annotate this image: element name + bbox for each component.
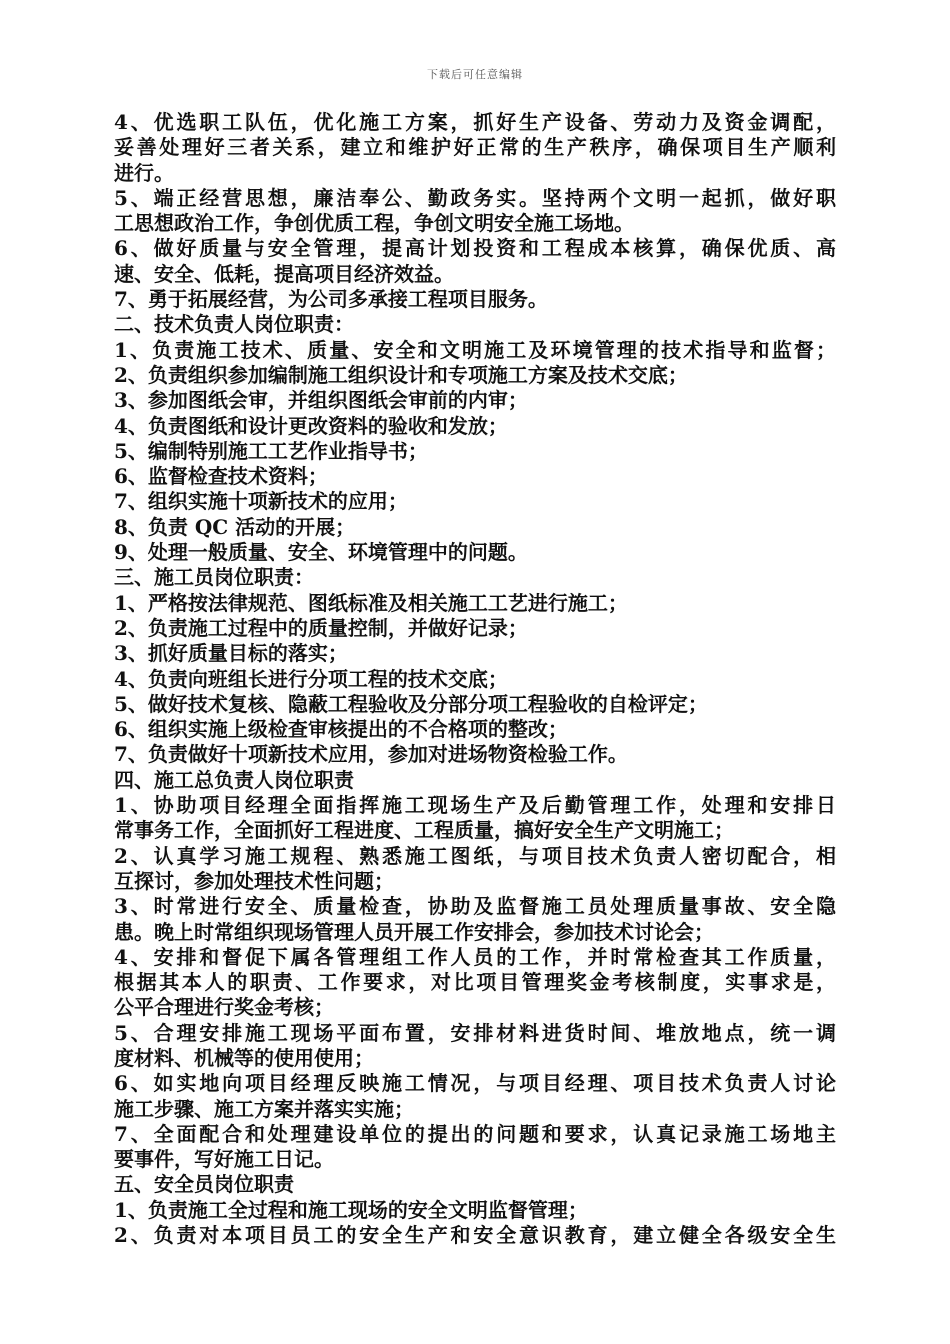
text-line: 二、技术负责人岗位职责： [114,312,354,337]
text-line: 五、安全员岗位职责 [114,1172,294,1197]
text-line: 5、做好技术复核、隐蔽工程验收及分部分项工程验收的自检评定； [114,691,708,716]
text-line: 9、处理一般质量、安全、环境管理中的问题。 [114,540,528,565]
text-line: 1、负责施工技术、质量、安全和文明施工及环境管理的技术指导和监督； [114,337,836,362]
text-line: 6、如实地向项目经理反映施工情况，与项目经理、项目技术负责人讨论 [114,1071,836,1096]
text-line: 速、安全、低耗，提高项目经济效益。 [114,261,454,286]
text-line: 6、组织实施上级检查审核提出的不合格项的整改； [114,717,568,742]
page-header: 下载后可任意编辑 [427,68,523,81]
text-line: 患。晚上时常组织现场管理人员开展工作安排会，参加技术讨论会； [114,919,714,944]
text-line: 3、参加图纸会审，并组织图纸会审前的内审； [114,388,528,413]
text-line: 妥善处理好三者关系，建立和维护好正常的生产秩序，确保项目生产顺利 [114,135,836,160]
text-line: 4、优选职工队伍，优化施工方案，抓好生产设备、劳动力及资金调配， [114,110,836,134]
text-line: 3、抓好质量目标的落实； [114,641,348,666]
document-body [114,110,836,1248]
text-line: 三、施工员岗位职责： [114,565,314,590]
text-line: 四、施工总负责人岗位职责 [114,767,354,792]
text-line: 根据其本人的职责、工作要求，对比项目管理奖金考核制度，实事求是， [114,970,836,995]
text-line: 4、负责向班组长进行分项工程的技术交底； [114,666,508,691]
text-line: 5、编制特别施工工艺作业指导书； [114,438,428,463]
text-line: 5、合理安排施工现场平面布置，安排材料进货时间、堆放地点，统一调 [114,1020,836,1045]
text-line: 2、负责施工过程中的质量控制，并做好记录； [114,615,528,640]
text-line: 8、负责 QC 活动的开展； [114,514,356,539]
text-line: 公平合理进行奖金考核； [114,995,334,1020]
text-line: 互探讨，参加处理技术性问题； [114,868,394,893]
text-line: 施工步骤、施工方案并落实实施； [114,1096,414,1121]
text-line: 4、负责图纸和设计更改资料的验收和发放； [114,413,508,438]
text-line: 3、时常进行安全、质量检查，协助及监督施工员处理质量事故、安全隐 [114,894,836,919]
text-line: 工思想政治工作，争创优质工程，争创文明安全施工场地。 [114,211,634,236]
text-line: 进行。 [114,160,174,185]
text-line: 2、负责组织参加编制施工组织设计和专项施工方案及技术交底； [114,362,688,387]
text-line: 7、组织实施十项新技术的应用； [114,489,408,514]
text-line: 7、勇于拓展经营，为公司多承接工程项目服务。 [114,287,548,312]
text-line: 4、安排和督促下属各管理组工作人员的工作，并时常检查其工作质量， [114,944,836,969]
text-line: 2、认真学习施工规程、熟悉施工图纸，与项目技术负责人密切配合，相 [114,843,836,868]
text-line: 1、严格按法律规范、图纸标准及相关施工工艺进行施工； [114,590,628,615]
text-line: 1、负责施工全过程和施工现场的安全文明监督管理； [114,1197,588,1222]
text-line: 7、全面配合和处理建设单位的提出的问题和要求，认真记录施工场地主 [114,1121,836,1146]
text-line: 6、做好质量与安全管理，提高计划投资和工程成本核算，确保优质、高 [114,236,836,261]
text-line: 1、协助项目经理全面指挥施工现场生产及后勤管理工作，处理和安排日 [114,793,836,818]
text-line: 常事务工作，全面抓好工程进度、工程质量，搞好安全生产文明施工； [114,818,734,843]
text-line: 5、端正经营思想，廉洁奉公、勤政务实。坚持两个文明一起抓，做好职 [114,185,836,210]
text-line: 2、负责对本项目员工的安全生产和安全意识教育，建立健全各级安全生 [114,1223,836,1248]
text-line: 6、监督检查技术资料； [114,464,328,489]
text-line: 度材料、机械等的使用使用； [114,1045,374,1070]
text-line: 7、负责做好十项新技术应用，参加对进场物资检验工作。 [114,742,628,767]
text-line: 要事件，写好施工日记。 [114,1147,334,1172]
